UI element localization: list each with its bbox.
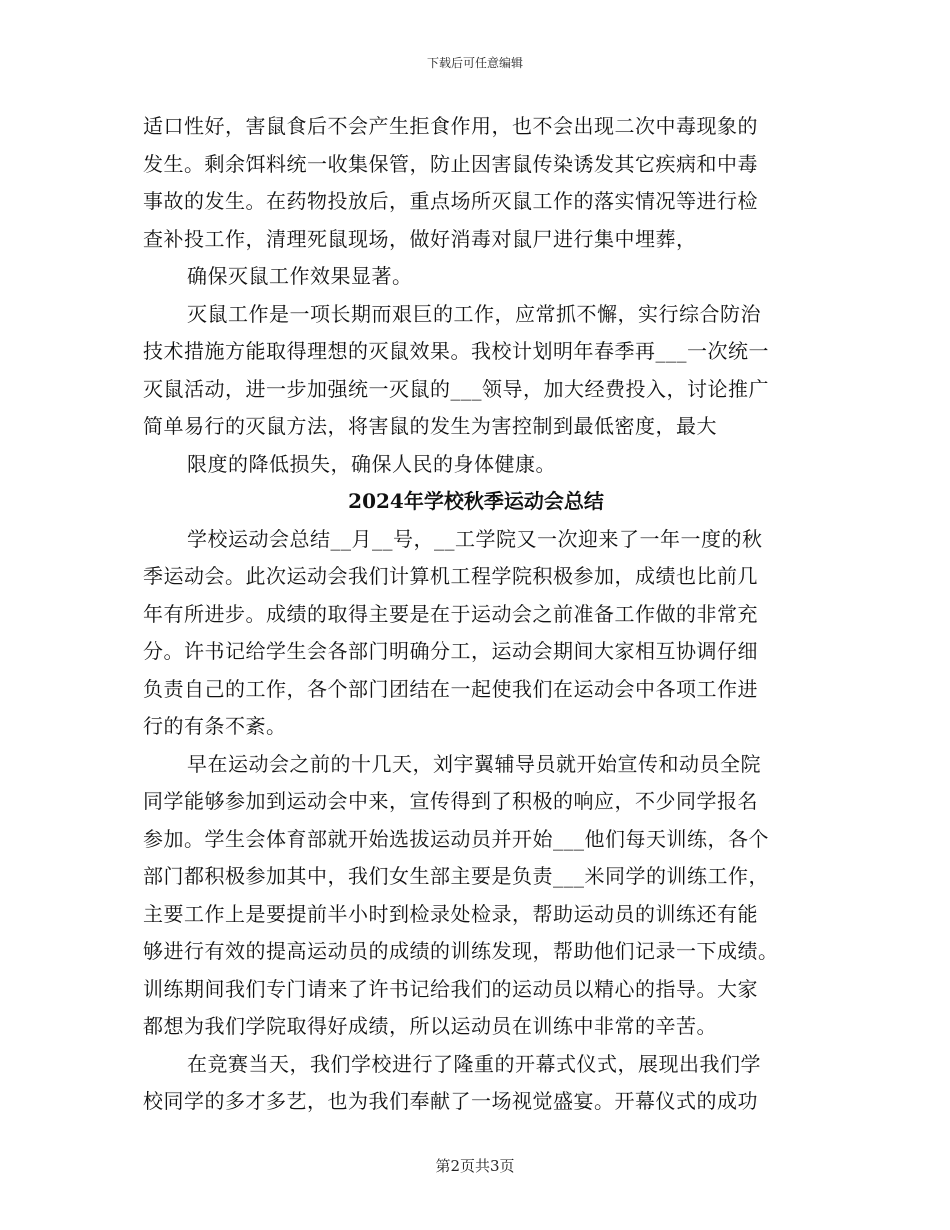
text-line: 限度的降低损失，确保人民的身体健康。	[187, 451, 556, 476]
text-line: 负责自己的工作，各个部门团结在一起使我们在运动会中各项工作进	[143, 676, 758, 701]
text-line: 在竞赛当天，我们学校进行了隆重的开幕式仪式，展现出我们学	[187, 1051, 761, 1076]
paragraph-intro	[143, 521, 803, 746]
text-line: 发生。剩余饵料统一收集保管，防止因害鼠传染诱发其它疾病和中毒	[143, 151, 758, 176]
text-line: 技术措施方能取得理想的灭鼠效果。我校计划明年春季再___一次统一	[143, 339, 769, 363]
text-line: 分。许书记给学生会各部门明确分工，运动会期间大家相互协调仔细	[143, 639, 758, 663]
text-line: 学校运动会总结__月__号，__工学院又一次迎来了一年一度的秋	[187, 526, 763, 551]
text-line: 查补投工作，清理死鼠现场，做好消毒对鼠尸进行集中埋葬，	[143, 226, 697, 251]
text-line: 适口性好，害鼠食后不会产生拒食作用，也不会出现二次中毒现象的	[143, 114, 758, 138]
document-body	[143, 108, 803, 1121]
text-line: 都想为我们学院取得好成绩，所以运动员在训练中非常的辛苦。	[143, 1014, 717, 1038]
header-note: 下载后可任意编辑	[426, 56, 523, 70]
paragraph-training	[143, 746, 803, 1046]
text-line: 参加。学生会体育部就开始选拔运动员并开始___他们每天训练，各个	[143, 826, 769, 851]
paragraph-bait-disposal	[143, 108, 803, 258]
text-line: 确保灭鼠工作效果显著。	[187, 264, 413, 288]
text-line: 够进行有效的提高运动员的成绩的训练发现，帮助他们记录一下成绩。	[143, 939, 779, 963]
paragraph-long-term	[143, 296, 803, 446]
text-line: 灭鼠活动，进一步加强统一灭鼠的___领导，加大经费投入，讨论推广	[143, 376, 769, 401]
text-line: 部门都积极参加其中，我们女生部主要是负责___米同学的训练工作，	[143, 864, 769, 888]
text-line: 灭鼠工作是一项长期而艰巨的工作，应常抓不懈，实行综合防治	[187, 301, 761, 326]
text-line: 年有所进步。成绩的取得主要是在于运动会之前准备工作做的非常充	[143, 601, 758, 626]
text-line: 简单易行的灭鼠方法，将害鼠的发生为害控制到最低密度，最大	[143, 414, 717, 438]
text-line: 事故的发生。在药物投放后，重点场所灭鼠工作的落实情况等进行检	[143, 189, 758, 213]
text-line: 行的有条不紊。	[143, 714, 287, 738]
text-line: 校同学的多才多艺，也为我们奉献了一场视觉盛宴。开幕仪式的成功	[143, 1089, 758, 1113]
text-line: 训练期间我们专门请来了许书记给我们的运动员以精心的指导。大家	[143, 976, 758, 1001]
text-line: 早在运动会之前的十几天，刘宇翼辅导员就开始宣传和动员全院	[187, 751, 761, 776]
paragraph-competition-day	[143, 1046, 803, 1121]
text-line: 主要工作上是要提前半小时到检录处检录，帮助运动员的训练还有能	[143, 901, 758, 926]
paragraph-health	[143, 446, 803, 484]
page-number: 第2页共3页	[435, 1157, 515, 1175]
paragraph-effect	[143, 258, 803, 296]
section-title: 2024年学校秋季运动会总结	[348, 489, 604, 513]
text-line: 季运动会。此次运动会我们计算机工程学院积极参加，成绩也比前几	[143, 564, 758, 588]
text-line: 同学能够参加到运动会中来，宣传得到了积极的响应，不少同学报名	[143, 789, 758, 813]
